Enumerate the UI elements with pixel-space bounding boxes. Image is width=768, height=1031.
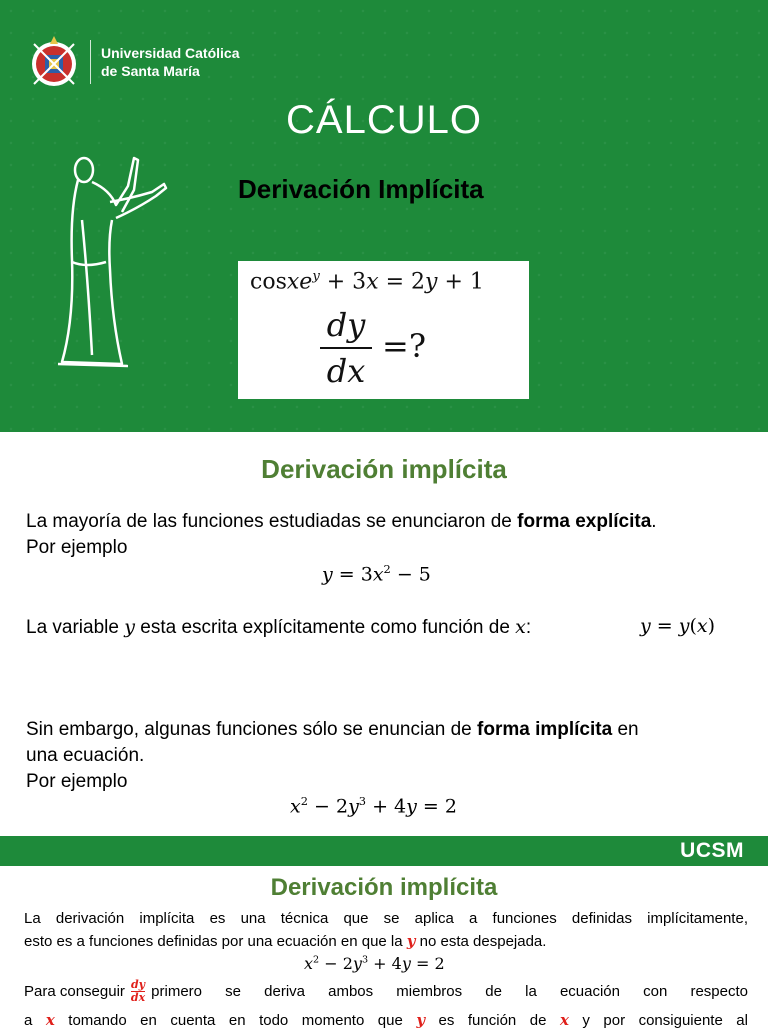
text-run: es función de	[425, 1012, 560, 1029]
math-op: (	[689, 615, 697, 637]
math-x: x	[515, 616, 526, 638]
math-x: x	[696, 615, 708, 637]
text-run: esto es a funciones definidas por una ecuación en que la	[24, 933, 407, 950]
highlight-x: x	[45, 1011, 55, 1029]
explicit-implicit-slide	[0, 432, 768, 836]
eq-plus: + 3	[319, 269, 367, 295]
paragraph-line	[24, 1010, 748, 1031]
math-op: + 4	[368, 954, 402, 973]
paragraph-implicit	[26, 718, 639, 742]
math-y: y	[401, 954, 411, 973]
math-op: )	[707, 615, 716, 637]
paragraph-line: Por ejemplo	[26, 537, 128, 558]
implicit-example	[304, 954, 445, 973]
footer-bar	[0, 836, 768, 866]
text-run: :	[525, 617, 532, 638]
paragraph-line	[24, 931, 748, 952]
derivative-fraction	[320, 305, 372, 391]
slide-subtitle: Derivación Implícita	[238, 174, 484, 204]
slide-heading: Derivación implícita	[270, 874, 498, 901]
paragraph-line: Por ejemplo	[26, 771, 128, 792]
fraction-bar	[320, 347, 372, 349]
explicit-example	[322, 562, 431, 585]
math-y: y	[352, 954, 362, 973]
fraction-numerator: dy	[130, 978, 146, 991]
math-op: + 4	[366, 795, 407, 818]
eq-y2: y	[425, 269, 438, 295]
text-run: no esta despejada.	[415, 933, 547, 950]
text-run: tomando en cuenta en todo momento que	[54, 1012, 417, 1029]
math-op: = 2	[416, 795, 457, 818]
math-y: y	[322, 563, 333, 586]
slide-heading: Derivación implícita	[261, 454, 507, 484]
eq-x: x	[286, 269, 300, 295]
math-op: − 5	[390, 563, 431, 586]
eq-tail: + 1	[437, 269, 484, 295]
math-x: x	[372, 563, 384, 586]
text-run: Sin embargo, algunas funciones sólo se enuncian de	[26, 719, 478, 740]
math-y: y	[124, 616, 135, 638]
math-op: − 2	[319, 954, 353, 973]
text-run: y por consiguiente al	[568, 1012, 748, 1029]
math-exp: 2	[300, 794, 308, 808]
math-y: y	[678, 615, 690, 637]
text-run: La mayoría de las funciones estudiadas se enunciaron de	[26, 511, 518, 532]
math-x: x	[290, 795, 301, 818]
highlight-y: y	[406, 932, 416, 950]
eq-y-exponent: y	[312, 269, 320, 284]
fraction-denominator: dx	[130, 991, 146, 1004]
text-run: La variable	[26, 617, 125, 638]
small-derivative-fraction	[131, 979, 145, 1004]
university-name-line1: Universidad Católica	[101, 45, 240, 61]
math-y: y	[640, 615, 651, 637]
math-exp: 2	[313, 954, 320, 966]
highlight-y: y	[416, 1011, 426, 1029]
text-run: .	[651, 511, 657, 532]
text-run: en	[612, 719, 639, 740]
university-name-line2: de Santa María	[101, 63, 200, 79]
math-op: = 3	[332, 563, 373, 586]
logo-divider	[90, 40, 91, 84]
implicit-example	[290, 794, 457, 817]
bold-text: forma implícita	[477, 719, 613, 740]
definition-slide	[0, 866, 768, 1029]
math-op: − 2	[307, 795, 349, 818]
function-notation	[640, 615, 715, 637]
implicit-equation	[250, 269, 484, 294]
highlight-x: x	[559, 1011, 569, 1029]
math-y: y	[406, 795, 417, 818]
math-exp: 3	[361, 954, 369, 966]
math-x: x	[304, 954, 314, 973]
text-run: a	[24, 1012, 46, 1029]
ucsm-logo-text: UCSM	[680, 839, 744, 862]
paragraph-line: una ecuación.	[26, 745, 145, 766]
university-logo	[28, 34, 240, 90]
eq-x2: x	[366, 269, 379, 295]
math-exp: 2	[383, 562, 391, 576]
math-op: = 2	[410, 954, 445, 973]
virgin-figure-icon	[52, 150, 172, 375]
university-seal-icon	[28, 34, 80, 90]
equation-box	[238, 261, 529, 399]
paragraph-explicit	[26, 510, 657, 534]
text-run: esta escrita explícitamente como función de	[134, 617, 516, 638]
title-slide	[0, 0, 768, 432]
eq-e: e	[299, 269, 313, 295]
fraction-denominator: dx	[326, 352, 366, 390]
slide-title: CÁLCULO	[286, 98, 482, 142]
paragraph-variable	[26, 615, 531, 640]
paragraph-line: La derivación implícita es una técnica que se aplica a funciones definidas implícitamente,	[24, 910, 748, 927]
eq-cos: cos	[250, 269, 287, 295]
math-op: =	[650, 615, 679, 637]
question-equals: =?	[382, 327, 426, 365]
fraction-numerator: dy	[326, 306, 366, 344]
text-run: primero se deriva ambos miembros de la ecuación con respecto	[151, 983, 748, 1000]
eq-equals: = 2	[378, 269, 426, 295]
paragraph-line	[24, 979, 748, 1004]
bold-text: forma explícita	[517, 511, 652, 532]
math-exp: 3	[358, 794, 367, 808]
text-run: Para conseguir	[24, 983, 125, 1000]
university-name	[101, 44, 240, 80]
math-y: y	[348, 795, 359, 818]
